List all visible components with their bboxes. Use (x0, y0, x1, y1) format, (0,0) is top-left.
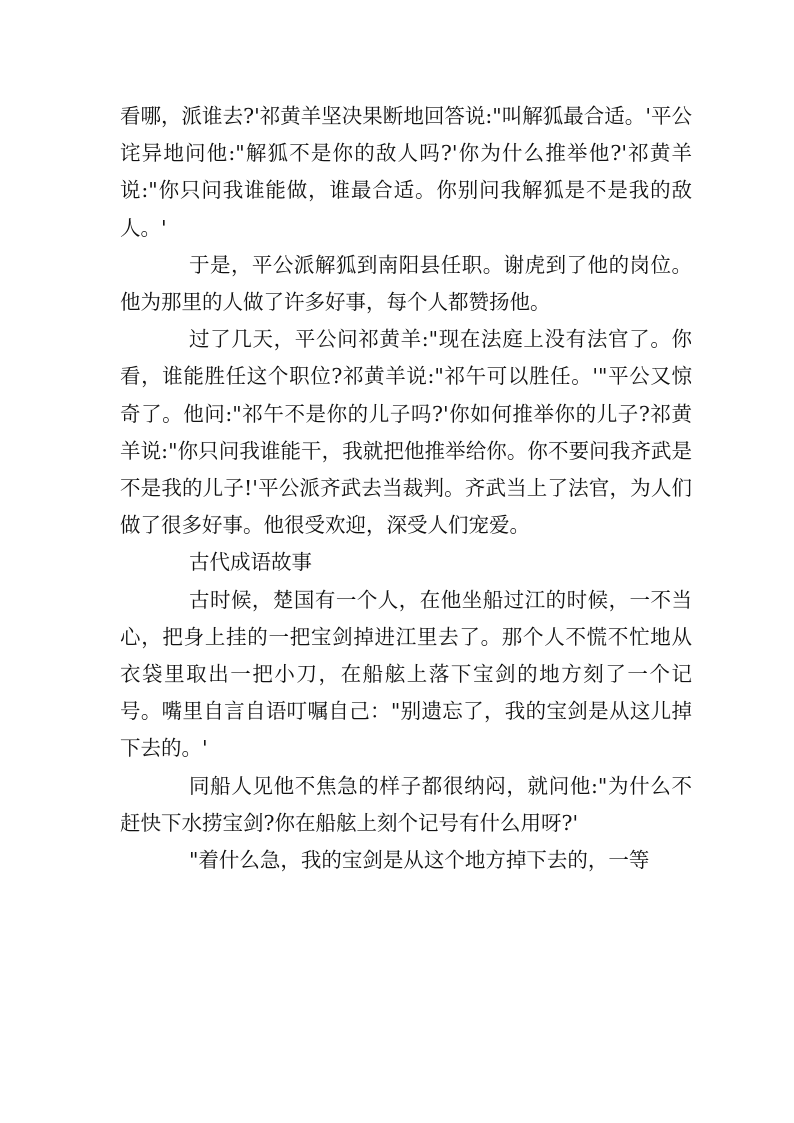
paragraph: 过了几天，平公问祁黄羊:"现在法庭上没有法官了。你看，谁能胜任这个职位?祁黄羊说:"祁午可以胜任。'"平公又惊奇了。他问:"祁午不是你的儿子吗?'你如何推举你的儿子?祁黄羊说:"你只问我谁能干，我就把他推举给你。你不要问我齐武是不是我的儿子!'平公派齐武去当裁判。齐武当上了法官，为人们做了很多好事。他很受欢迎，深受人们宠爱。 (120, 327, 692, 538)
document-body (120, 98, 692, 879)
paragraph: "着什么急，我的宝剑是从这个地方掉下去的，一等 (189, 848, 650, 873)
section-heading: 古代成语故事 (189, 550, 312, 575)
paragraph-continuation: 看哪，派谁去?'祁黄羊坚决果断地回答说:"叫解狐最合适。'平公诧异地问他:"解狐不是你的敌人吗?'你为什么推举他?'祁黄羊说:"你只问我谁能做，谁最合适。你别问我解狐是不是我的敌人。' (120, 104, 692, 240)
paragraph: 同船人见他不焦急的样子都很纳闷，就问他:"为什么不赶快下水捞宝剑?你在船舷上刻个记号有什么用呀?' (120, 773, 692, 835)
paragraph: 于是，平公派解狐到南阳县任职。谢虎到了他的岗位。他为那里的人做了许多好事，每个人都赞扬他。 (120, 252, 692, 315)
paragraph: 古时候，楚国有一个人，在他坐船过江的时候，一不当心，把身上挂的一把宝剑掉进江里去了。那个人不慌不忙地从衣袋里取出一把小刀，在船舷上落下宝剑的地方刻了一个记号。嘴里自言自语叮嘱自己："别遗忘了，我的宝剑是从这儿掉下去的。' (120, 587, 692, 761)
